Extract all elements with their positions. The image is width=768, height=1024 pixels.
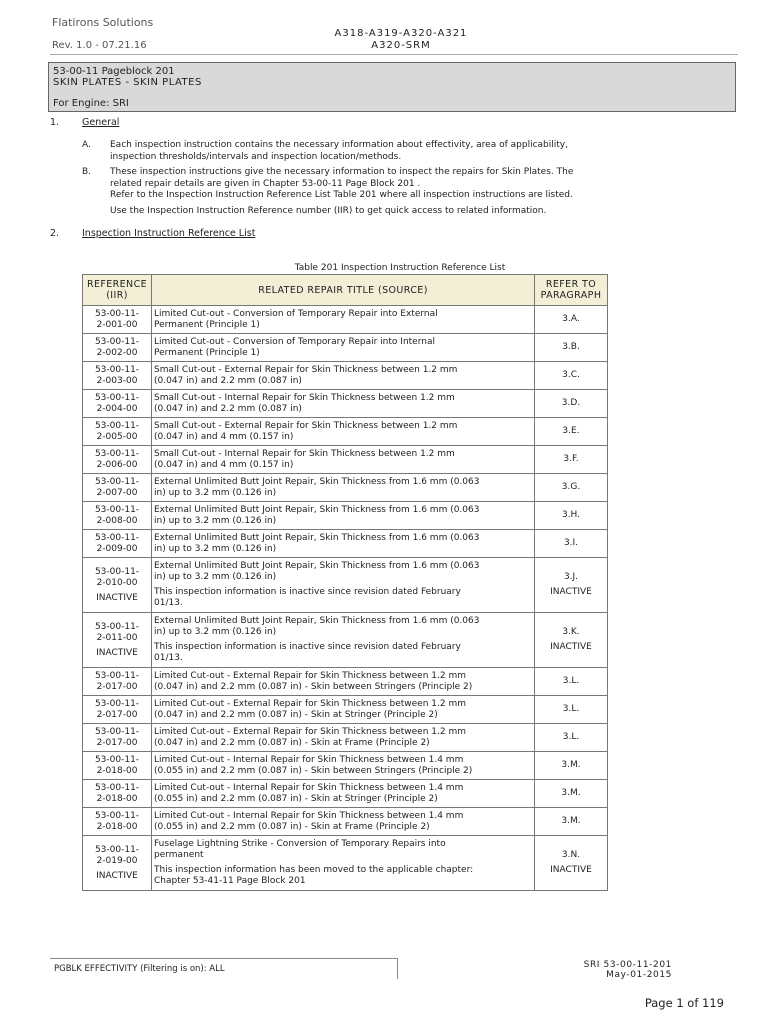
repair-title-line: Limited Cut-out - Conversion of Temporary Repair into External <box>154 308 438 319</box>
reference-line: 2-006-00 <box>96 459 138 470</box>
repair-title-line: in) up to 3.2 mm (0.126 in) <box>154 515 277 526</box>
reference-line: 53-00-11- <box>94 364 140 375</box>
reference-line: 2-002-00 <box>96 347 138 358</box>
repair-title-cell <box>152 502 535 530</box>
repair-title-line: Fuselage Lightning Strike - Conversion of Temporary Repairs into <box>154 839 446 849</box>
repair-title-cell <box>152 613 535 668</box>
reference-line: 53-00-11- <box>94 621 140 632</box>
paragraph-ref: 3.M. <box>561 816 581 826</box>
aircraft-models: A318-A319-A320-A321 <box>334 28 468 39</box>
paragraph-cell <box>535 390 608 418</box>
item-a-letter: A. <box>82 140 91 150</box>
inactive-note: This inspection information has been moved to the applicable chapter: <box>154 865 474 875</box>
inactive-label: INACTIVE <box>96 647 138 658</box>
repair-title-cell <box>152 306 535 334</box>
repair-title-line: in) up to 3.2 mm (0.126 in) <box>154 627 277 637</box>
reference-cell <box>83 752 152 780</box>
paragraph-cell <box>535 362 608 390</box>
header-reference-line: (IIR) <box>106 290 128 301</box>
reference-cell <box>83 390 152 418</box>
repair-title-line: (0.047 in) and 2.2 mm (0.087 in) - Skin at Frame (Principle 2) <box>154 737 430 748</box>
paragraph-ref: 3.L. <box>562 732 580 742</box>
reference-cell <box>83 613 152 668</box>
header-paragraph <box>535 275 608 306</box>
footer-doc-ref: SRI 53-00-11-201 <box>583 960 672 970</box>
paragraph-cell <box>535 696 608 724</box>
reference-line: 53-00-11- <box>94 476 140 487</box>
paragraph-cell <box>535 418 608 446</box>
paragraph-cell <box>535 613 608 668</box>
reference-line: 53-00-11- <box>94 698 140 709</box>
paragraph-ref: 3.G. <box>561 482 581 492</box>
reference-cell <box>83 724 152 752</box>
item-a-line: Each inspection instruction contains the necessary information about effectivity, area of applicability, <box>110 140 568 150</box>
table-row <box>83 613 608 668</box>
repair-title-line: Limited Cut-out - Internal Repair for Skin Thickness between 1.4 mm <box>154 810 464 821</box>
repair-title-cell <box>152 558 535 613</box>
reference-line: 53-00-11- <box>94 670 140 681</box>
reference-line: 2-017-00 <box>96 709 138 720</box>
reference-line: 53-00-11- <box>94 308 140 319</box>
table-row <box>83 668 608 696</box>
table-header-row <box>83 275 608 306</box>
section-2-number: 2. <box>50 228 60 239</box>
repair-title-cell <box>152 780 535 808</box>
repair-title-cell <box>152 334 535 362</box>
repair-title-cell <box>152 474 535 502</box>
reference-cell <box>83 808 152 836</box>
inactive-note: This inspection information is inactive since revision dated February <box>154 587 461 597</box>
item-b-line: related repair details are given in Chapter 53-00-11 Page Block 201 . <box>110 178 421 189</box>
paragraph-ref: 3.I. <box>563 538 579 548</box>
manual-name: A320-SRM <box>371 40 431 51</box>
paragraph-ref: 3.B. <box>562 342 580 352</box>
page-number: Page 1 of 119 <box>644 996 724 1010</box>
reference-line: 2-017-00 <box>96 737 138 748</box>
header-title: RELATED REPAIR TITLE (SOURCE) <box>152 275 535 306</box>
repair-title-line: in) up to 3.2 mm (0.126 in) <box>154 572 277 582</box>
repair-title-line: (0.047 in) and 2.2 mm (0.087 in) - Skin between Stringers (Principle 2) <box>154 681 473 692</box>
repair-title-cell <box>152 530 535 558</box>
repair-title-cell <box>152 724 535 752</box>
paragraph-ref: 3.M. <box>561 788 581 798</box>
footer-effectivity: PGBLK EFFECTIVITY (Filtering is on): ALL <box>54 964 225 974</box>
table-row <box>83 362 608 390</box>
reference-cell <box>83 668 152 696</box>
inactive-note: 01/13. <box>154 653 183 663</box>
paragraph-cell <box>535 334 608 362</box>
item-b-extra: Use the Inspection Instruction Reference number (IIR) to get quick access to related information. <box>110 205 547 216</box>
item-a-line: inspection thresholds/intervals and inspection location/methods. <box>110 151 402 162</box>
paragraph-cell <box>535 780 608 808</box>
table-row <box>83 558 608 613</box>
repair-title-line: (0.047 in) and 2.2 mm (0.087 in) <box>154 403 302 414</box>
reference-line: 2-008-00 <box>96 515 138 526</box>
table-row <box>83 808 608 836</box>
inspection-reference-table <box>82 274 608 891</box>
repair-title-cell <box>152 446 535 474</box>
table-row <box>83 502 608 530</box>
reference-cell <box>83 780 152 808</box>
reference-cell <box>83 334 152 362</box>
reference-line: 2-003-00 <box>96 375 138 386</box>
repair-title-line: (0.047 in) and 4 mm (0.157 in) <box>154 431 294 442</box>
engine-label: For Engine: SRI <box>53 98 129 109</box>
repair-title-line: (0.047 in) and 4 mm (0.157 in) <box>154 459 294 470</box>
reference-line: 2-017-00 <box>96 681 138 692</box>
header-paragraph-line: PARAGRAPH <box>540 290 602 301</box>
paragraph-cell <box>535 306 608 334</box>
paragraph-cell <box>535 724 608 752</box>
reference-cell <box>83 836 152 891</box>
repair-title-line: External Unlimited Butt Joint Repair, Skin Thickness from 1.6 mm (0.063 <box>154 504 480 515</box>
table-row <box>83 724 608 752</box>
repair-title-line: External Unlimited Butt Joint Repair, Skin Thickness from 1.6 mm (0.063 <box>154 532 480 543</box>
reference-cell <box>83 530 152 558</box>
footer-date: May-01-2015 <box>606 970 672 980</box>
reference-line: 53-00-11- <box>94 336 140 347</box>
repair-title-line: Limited Cut-out - External Repair for Skin Thickness between 1.2 mm <box>154 670 466 681</box>
repair-title-cell <box>152 362 535 390</box>
repair-title-line: Small Cut-out - Internal Repair for Skin Thickness between 1.2 mm <box>154 392 455 403</box>
paragraph-ref: 3.K. <box>562 627 580 637</box>
table-row <box>83 334 608 362</box>
reference-line: 2-018-00 <box>96 765 138 776</box>
repair-title-line: in) up to 3.2 mm (0.126 in) <box>154 543 277 554</box>
table-row <box>83 780 608 808</box>
reference-line: 53-00-11- <box>94 504 140 515</box>
repair-title-line: (0.055 in) and 2.2 mm (0.087 in) - Skin between Stringers (Principle 2) <box>154 765 473 776</box>
reference-line: 53-00-11- <box>94 726 140 737</box>
company-name: Flatirons Solutions <box>52 16 154 29</box>
section-1-title: General <box>82 117 120 128</box>
paragraph-cell <box>535 474 608 502</box>
reference-line: 2-004-00 <box>96 403 138 414</box>
paragraph-ref: 3.H. <box>561 510 581 520</box>
paragraph-ref: 3.L. <box>562 676 580 686</box>
table-row <box>83 530 608 558</box>
inactive-label: INACTIVE <box>550 642 592 652</box>
repair-title-cell <box>152 752 535 780</box>
repair-title-line: Limited Cut-out - External Repair for Skin Thickness between 1.2 mm <box>154 698 466 709</box>
reference-line: 53-00-11- <box>94 782 140 793</box>
reference-line: 53-00-11- <box>94 420 140 431</box>
reference-cell <box>83 446 152 474</box>
item-b-letter: B. <box>82 167 92 177</box>
repair-title-line: Small Cut-out - External Repair for Skin Thickness between 1.2 mm <box>154 420 458 431</box>
repair-title-cell <box>152 808 535 836</box>
reference-line: 53-00-11- <box>94 566 140 577</box>
paragraph-ref: 3.C. <box>562 370 580 380</box>
pageblock-number: 53-00-11 Pageblock 201 <box>53 66 175 77</box>
reference-line: 2-018-00 <box>96 793 138 804</box>
repair-title-cell <box>152 668 535 696</box>
repair-title-line: Limited Cut-out - Conversion of Temporary Repair into Internal <box>154 336 435 347</box>
repair-title-line: External Unlimited Butt Joint Repair, Skin Thickness from 1.6 mm (0.063 <box>154 561 480 571</box>
repair-title-line: (0.055 in) and 2.2 mm (0.087 in) - Skin at Frame (Principle 2) <box>154 821 430 832</box>
reference-line: 2-019-00 <box>96 855 138 866</box>
inactive-note: Chapter 53-41-11 Page Block 201 <box>154 876 306 886</box>
repair-title-line: Permanent (Principle 1) <box>154 319 260 330</box>
repair-title-cell <box>152 836 535 891</box>
table-row <box>83 306 608 334</box>
paragraph-cell <box>535 446 608 474</box>
section-2-title: Inspection Instruction Reference List <box>82 228 256 239</box>
table-row <box>83 418 608 446</box>
repair-title-line: (0.055 in) and 2.2 mm (0.087 in) - Skin at Stringer (Principle 2) <box>154 793 438 804</box>
repair-title-line: Limited Cut-out - Internal Repair for Skin Thickness between 1.4 mm <box>154 754 464 765</box>
paragraph-cell <box>535 502 608 530</box>
reference-line: 2-018-00 <box>96 821 138 832</box>
repair-title-line: in) up to 3.2 mm (0.126 in) <box>154 487 277 498</box>
section-1-number: 1. <box>50 117 60 128</box>
repair-title-cell <box>152 390 535 418</box>
paragraph-cell <box>535 752 608 780</box>
table-body <box>83 306 608 891</box>
table-row <box>83 696 608 724</box>
pageblock-title: SKIN PLATES - SKIN PLATES <box>53 77 202 88</box>
repair-title-line: (0.047 in) and 2.2 mm (0.087 in) - Skin at Stringer (Principle 2) <box>154 709 438 720</box>
repair-title-line: permanent <box>154 850 204 860</box>
repair-title-line: Small Cut-out - Internal Repair for Skin Thickness between 1.2 mm <box>154 448 455 459</box>
paragraph-ref: 3.N. <box>561 850 581 860</box>
paragraph-ref: 3.D. <box>561 398 581 408</box>
repair-title-line: External Unlimited Butt Joint Repair, Skin Thickness from 1.6 mm (0.063 <box>154 616 480 626</box>
paragraph-cell <box>535 558 608 613</box>
reference-line: 53-00-11- <box>94 810 140 821</box>
item-b-line: These inspection instructions give the necessary information to inspect the repairs for Skin Plates. The <box>110 167 574 177</box>
paragraph-ref: 3.F. <box>563 454 579 464</box>
inactive-label: INACTIVE <box>96 592 138 603</box>
table-row <box>83 752 608 780</box>
reference-cell <box>83 558 152 613</box>
reference-cell <box>83 696 152 724</box>
reference-line: 2-007-00 <box>96 487 138 498</box>
header-reference-line: REFERENCE <box>86 279 147 290</box>
inactive-label: INACTIVE <box>96 870 138 881</box>
table-caption: Table 201 Inspection Instruction Reference List <box>294 263 506 273</box>
header-reference <box>83 275 152 306</box>
reference-cell <box>83 418 152 446</box>
repair-title-line: Limited Cut-out - External Repair for Skin Thickness between 1.2 mm <box>154 726 466 737</box>
paragraph-ref: 3.M. <box>561 760 581 770</box>
paragraph-cell <box>535 808 608 836</box>
item-b-text <box>110 167 740 217</box>
reference-cell <box>83 502 152 530</box>
reference-line: 2-005-00 <box>96 431 138 442</box>
reference-line: 53-00-11- <box>94 448 140 459</box>
reference-line: 53-00-11- <box>94 754 140 765</box>
reference-line: 53-00-11- <box>94 532 140 543</box>
repair-title-line: Limited Cut-out - Internal Repair for Skin Thickness between 1.4 mm <box>154 782 464 793</box>
repair-title-cell <box>152 696 535 724</box>
inactive-note: 01/13. <box>154 598 183 608</box>
inactive-label: INACTIVE <box>550 865 592 875</box>
paragraph-ref: 3.J. <box>563 572 579 582</box>
item-a-text <box>110 140 730 163</box>
table-row <box>83 390 608 418</box>
inactive-label: INACTIVE <box>550 587 592 597</box>
reference-line: 2-011-00 <box>96 632 138 643</box>
paragraph-ref: 3.L. <box>562 704 580 714</box>
pageblock-info-box <box>48 62 736 112</box>
repair-title-line: External Unlimited Butt Joint Repair, Skin Thickness from 1.6 mm (0.063 <box>154 476 480 487</box>
header-paragraph-line: REFER TO <box>545 279 597 290</box>
reference-line: 53-00-11- <box>94 844 140 855</box>
table-row <box>83 836 608 891</box>
header-divider <box>50 54 738 55</box>
reference-cell <box>83 474 152 502</box>
reference-cell <box>83 306 152 334</box>
paragraph-cell <box>535 668 608 696</box>
paragraph-cell <box>535 836 608 891</box>
repair-title-line: (0.047 in) and 2.2 mm (0.087 in) <box>154 375 302 386</box>
table-row <box>83 474 608 502</box>
revision-label: Rev. 1.0 - 07.21.16 <box>52 40 147 51</box>
repair-title-line: Permanent (Principle 1) <box>154 347 260 358</box>
reference-cell <box>83 362 152 390</box>
paragraph-ref: 3.E. <box>562 426 580 436</box>
reference-line: 2-001-00 <box>96 319 138 330</box>
item-b-line: Refer to the Inspection Instruction Reference List Table 201 where all inspection instructions are listed. <box>110 190 573 200</box>
inactive-note: This inspection information is inactive since revision dated February <box>154 642 461 652</box>
reference-line: 2-010-00 <box>96 577 138 588</box>
paragraph-cell <box>535 530 608 558</box>
repair-title-cell <box>152 418 535 446</box>
table-row <box>83 446 608 474</box>
reference-line: 2-009-00 <box>96 543 138 554</box>
repair-title-line: Small Cut-out - External Repair for Skin Thickness between 1.2 mm <box>154 364 458 375</box>
paragraph-ref: 3.A. <box>562 314 580 324</box>
reference-line: 53-00-11- <box>94 392 140 403</box>
